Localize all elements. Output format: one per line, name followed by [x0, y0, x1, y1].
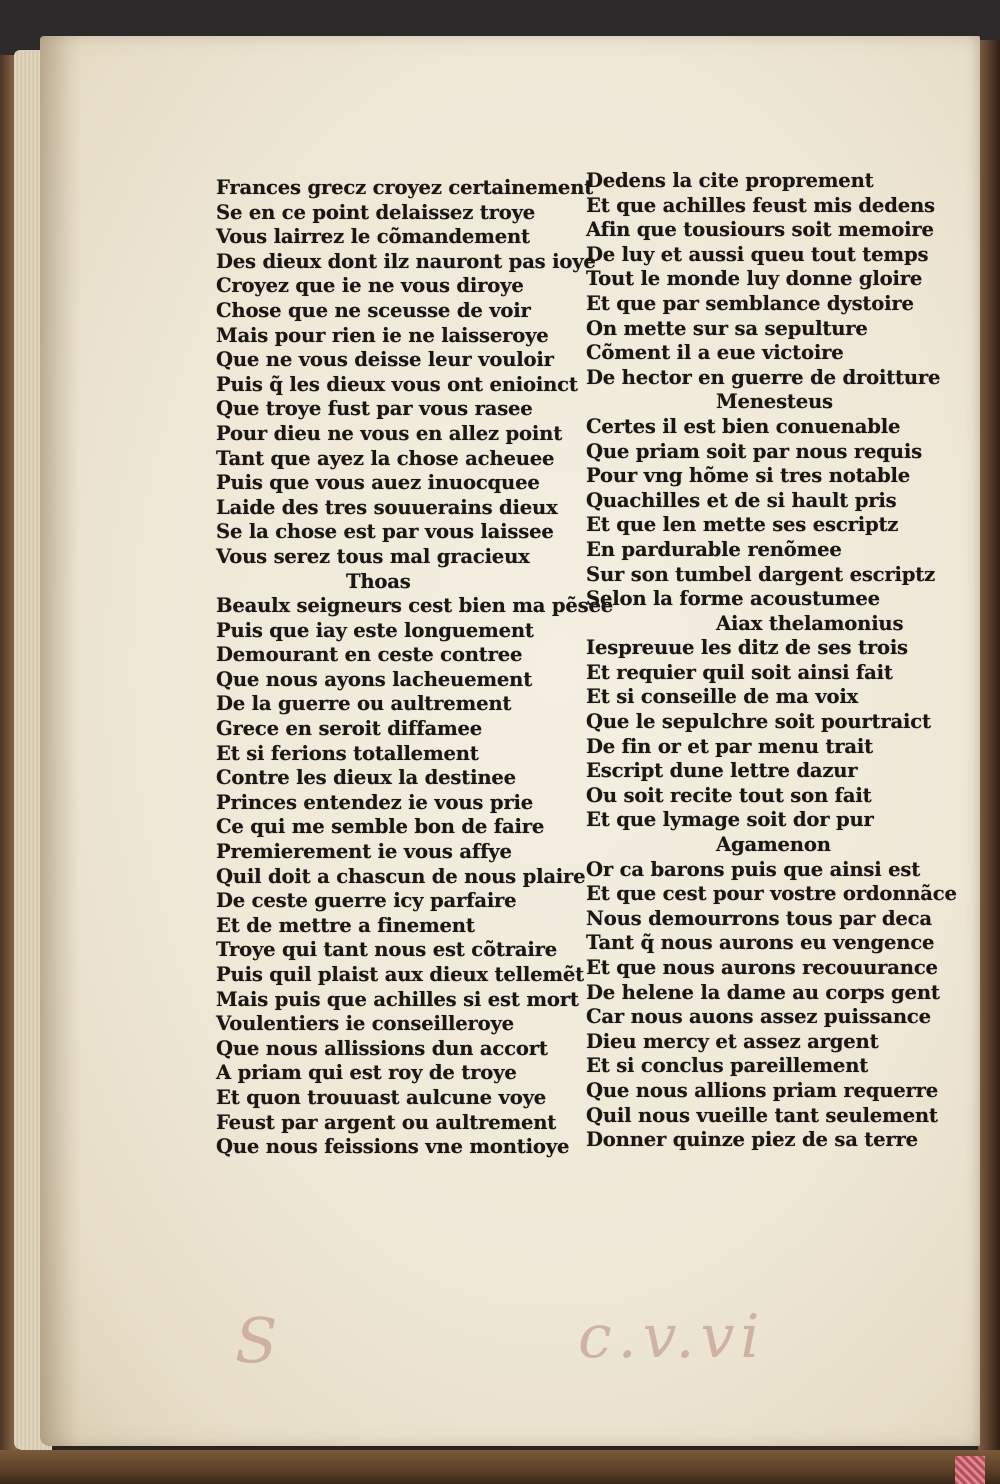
verse-line: Puis que vous auez inuocquee: [216, 471, 540, 495]
verse-line: Chose que ne sceusse de voir: [216, 298, 531, 322]
verse-line: Vous lairrez le cõmandement: [216, 225, 530, 249]
verse-line: Contre les dieux la destinee: [216, 766, 516, 790]
manuscript-page: [40, 36, 980, 1446]
verse-line: Des dieux dont ilz nauront pas ioye: [216, 249, 596, 273]
verse-line: Et quon trouuast aulcune voye: [216, 1085, 547, 1109]
left-text-column: [216, 176, 614, 1160]
verse-line: Que le sepulchre soit pourtraict: [586, 710, 931, 734]
verse-line: Selon la forme acoustumee: [586, 587, 880, 611]
verse-line: Quachilles et de si hault pris: [586, 488, 897, 512]
verse-line: Et que lymage soit dor pur: [586, 808, 874, 832]
verse-line: Afin que tousiours soit memoire: [586, 218, 934, 242]
verse-line: Feust par argent ou aultrement: [216, 1110, 557, 1134]
verse-line: Car nous auons assez puissance: [586, 1005, 931, 1029]
verse-line: Quil nous vueille tant seulement: [586, 1103, 938, 1127]
verse-line: Donner quinze piez de sa terre: [586, 1128, 918, 1152]
verse-line: On mette sur sa sepulture: [586, 316, 868, 340]
verse-line: Nous demourrons tous par deca: [586, 906, 932, 930]
verse-line: Ou soit recite tout son fait: [586, 783, 872, 807]
verse-line: Quil doit a chascun de nous plaire: [216, 864, 586, 888]
verse-line: Voulentiers ie conseilleroye: [216, 1012, 514, 1036]
verse-line: Et que nous aurons recouurance: [586, 956, 938, 979]
verse-line: De luy et aussi queu tout temps: [586, 242, 929, 266]
verse-line: Princes entendez ie vous prie: [216, 790, 533, 814]
verse-line: Vous serez tous mal gracieux: [216, 544, 530, 568]
verse-line: De fin or et par menu trait: [586, 734, 873, 758]
verse-line: Puis quil plaist aux dieux tellemẽt: [216, 963, 585, 986]
verse-line: Tant q̃ nous aurons eu vengence: [586, 931, 935, 955]
verse-line: Et de mettre a finement: [216, 913, 475, 937]
verse-line: Et que par semblance dystoire: [586, 291, 914, 315]
verse-line: Et si conclus pareillement: [586, 1054, 869, 1078]
verse-line: Mais puis que achilles si est mort: [216, 987, 579, 1011]
verse-line: Croyez que ie ne vous diroye: [216, 274, 524, 298]
speaker-heading-aiax: Aiax thelamonius: [716, 611, 904, 635]
verse-line: Dieu mercy et assez argent: [586, 1029, 879, 1053]
verse-line: Laide des tres souuerains dieux: [216, 495, 558, 519]
verse-line: Que troye fust par vous rasee: [216, 397, 533, 421]
verse-line: Que nous feissions vne montioye: [216, 1135, 570, 1159]
pencil-mark-signature: S: [235, 1304, 278, 1377]
verse-line: Certes il est bien conuenable: [586, 414, 901, 438]
verse-line: Sur son tumbel dargent escriptz: [586, 562, 936, 586]
verse-line: Et si conseille de ma voix: [586, 685, 859, 709]
verse-line: Que priam soit par nous requis: [586, 439, 922, 463]
verse-line: Et que cest pour vostre ordonnãce: [586, 882, 957, 906]
verse-line: Et que achilles feust mis dedens: [586, 193, 935, 217]
verse-line: Demourant en ceste contree: [216, 643, 523, 667]
verse-line: Beaulx seigneurs cest bien ma pẽsee: [216, 594, 614, 618]
verse-line: Que ne vous deisse leur vouloir: [216, 348, 554, 372]
verse-line: Ce qui me semble bon de faire: [216, 815, 545, 839]
book-cover-bottom-edge: [0, 1450, 1000, 1484]
verse-line: Iespreuue les ditz de ses trois: [586, 636, 908, 660]
speaker-heading-menesteus: Menesteus: [716, 390, 833, 414]
verse-line: Puis que iay este longuement: [216, 618, 534, 642]
verse-line: A priam qui est roy de troye: [216, 1061, 517, 1085]
verse-line: Premierement ie vous affye: [216, 840, 512, 864]
verse-line: Se en ce point delaissez troye: [216, 200, 536, 224]
speaker-heading-agamenon: Agamenon: [716, 833, 831, 857]
verse-line: Grece en seroit diffamee: [216, 717, 483, 741]
verse-line: Que nous allissions dun accort: [216, 1036, 548, 1060]
verse-line: Et requier quil soit ainsi fait: [586, 660, 893, 684]
right-text-column: [586, 169, 986, 1153]
ribbon-bookmark: [955, 1456, 985, 1484]
verse-line: Se la chose est par vous laissee: [216, 520, 554, 544]
verse-line: Or ca barons puis que ainsi est: [586, 857, 921, 881]
verse-line: Tant que ayez la chose acheuee: [216, 446, 555, 470]
verse-line: Mais pour rien ie ne laisseroye: [216, 323, 549, 347]
verse-line: Puis q̃ les dieux vous ont enioinct: [216, 372, 578, 396]
verse-line: Que nous ayons lacheuement: [216, 667, 533, 691]
verse-line: Troye qui tant nous est cõtraire: [216, 938, 557, 962]
verse-line: De la guerre ou aultrement: [216, 692, 512, 716]
verse-line: De hector en guerre de droitture: [586, 365, 941, 389]
verse-line: Et si ferions totallement: [216, 741, 479, 765]
verse-line: Et que len mette ses escriptz: [586, 513, 899, 537]
verse-line: Pour dieu ne vous en allez point: [216, 421, 563, 445]
verse-line: Tout le monde luy donne gloire: [586, 267, 923, 291]
verse-line: De ceste guerre icy parfaire: [216, 889, 517, 913]
verse-line: Que nous allions priam requerre: [586, 1078, 939, 1102]
speaker-heading-thoas: Thoas: [346, 569, 411, 593]
pencil-mark-foliation: c.v.vi: [578, 1302, 766, 1372]
verse-line: En pardurable renõmee: [586, 537, 842, 561]
verse-line: Escript dune lettre dazur: [586, 759, 858, 783]
verse-line: Dedens la cite proprement: [586, 169, 874, 192]
verse-line: Frances grecz croyez certainement: [216, 176, 594, 199]
verse-line: De helene la dame au corps gent: [586, 980, 940, 1004]
verse-line: Cõment il a eue victoire: [586, 341, 844, 365]
gutter-shadow: [40, 36, 80, 1446]
verse-line: Pour vng hõme si tres notable: [586, 464, 911, 488]
